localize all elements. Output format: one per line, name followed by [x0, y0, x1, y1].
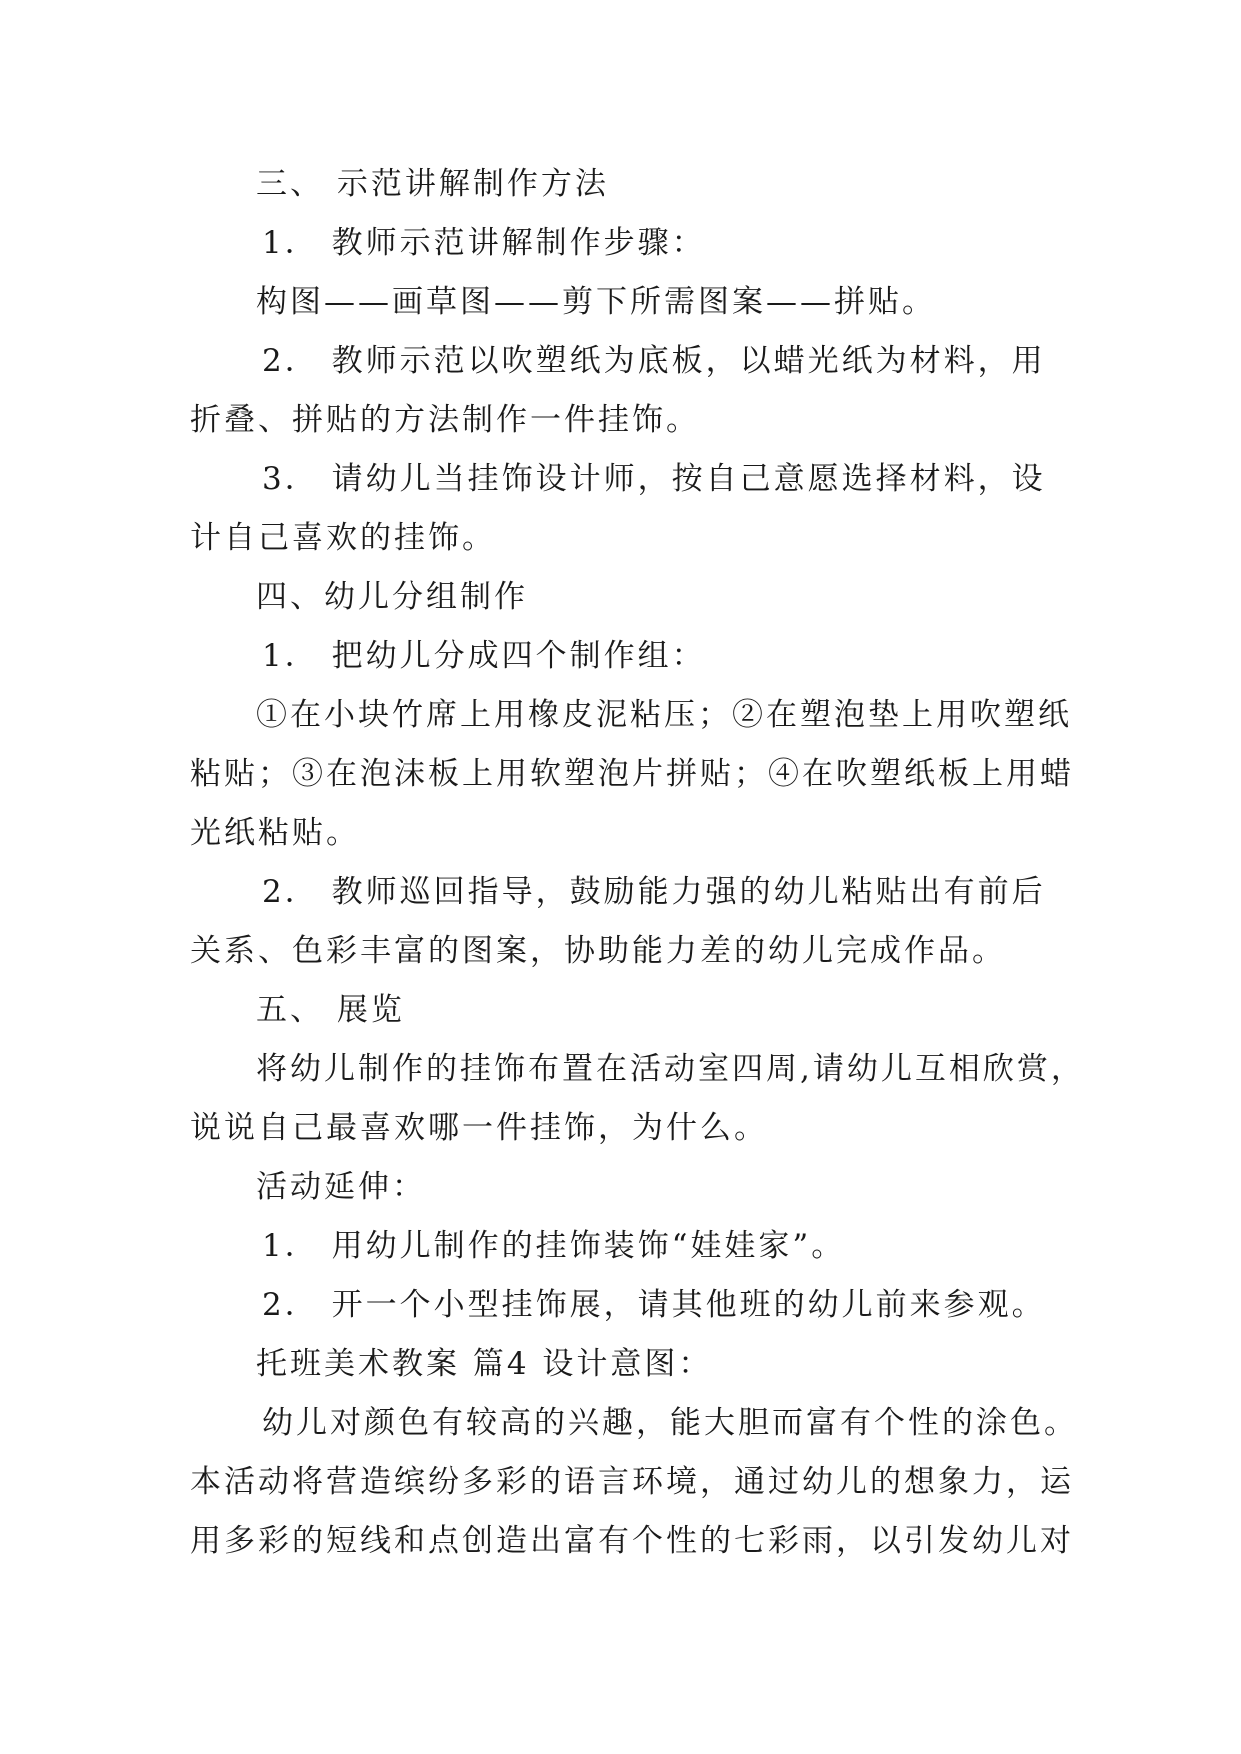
text-line: 构图——画草图——剪下所需图案——拼贴。 [256, 284, 936, 320]
text-line: 幼儿对颜色有较高的兴趣，能大胆而富有个性的涂色。 [262, 1405, 1078, 1441]
section-heading-group-work: 四、幼儿分组制作 [256, 579, 528, 615]
lesson-plan-title: 托班美术教案 篇4 设计意图： [256, 1346, 713, 1382]
section-heading-exhibition: 五、 展览 [256, 992, 405, 1028]
text-line: 3． 请幼儿当挂饰设计师，按自己意愿选择材料，设 [262, 461, 1046, 497]
text-line: 本活动将营造缤纷多彩的语言环境，通过幼儿的想象力，运 [190, 1464, 1074, 1500]
text-line: 关系、色彩丰富的图案，协助能力差的幼儿完成作品。 [190, 933, 1006, 969]
text-line: 1． 把幼儿分成四个制作组： [262, 638, 706, 674]
text-line: 2． 开一个小型挂饰展，请其他班的幼儿前来参观。 [262, 1287, 1046, 1323]
text-line: 说说自己最喜欢哪一件挂饰，为什么。 [190, 1110, 768, 1146]
text-line: 2． 教师示范以吹塑纸为底板，以蜡光纸为材料，用 [262, 343, 1046, 379]
text-line: 1． 用幼儿制作的挂饰装饰“娃娃家”。 [262, 1228, 846, 1264]
text-line: 2． 教师巡回指导，鼓励能力强的幼儿粘贴出有前后 [262, 874, 1046, 910]
text-line: ①在小块竹席上用橡皮泥粘压；②在塑泡垫上用吹塑纸 [256, 697, 1072, 733]
section-heading-demo: 三、 示范讲解制作方法 [256, 166, 609, 202]
text-line: 将幼儿制作的挂饰布置在活动室四周,请幼儿互相欣赏， [256, 1051, 1085, 1087]
section-heading-extension: 活动延伸： [256, 1169, 426, 1205]
text-line: 光纸粘贴。 [190, 815, 360, 851]
text-line: 1． 教师示范讲解制作步骤： [262, 225, 706, 261]
text-line: 折叠、拼贴的方法制作一件挂饰。 [190, 402, 700, 438]
text-line: 粘贴；③在泡沫板上用软塑泡片拼贴；④在吹塑纸板上用蜡 [190, 756, 1074, 792]
text-line: 计自己喜欢的挂饰。 [190, 520, 496, 556]
text-line: 用多彩的短线和点创造出富有个性的七彩雨，以引发幼儿对 [190, 1523, 1074, 1559]
